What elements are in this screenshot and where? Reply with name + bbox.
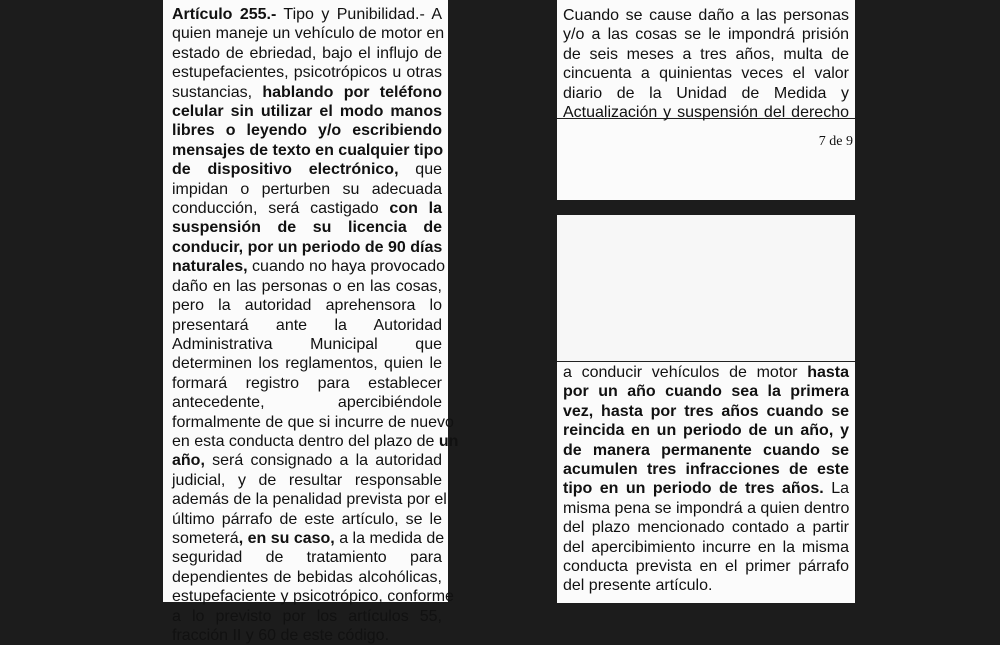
text-line	[172, 626, 442, 645]
text-line	[563, 460, 849, 479]
text-line	[563, 499, 849, 518]
text-segment: a lo previsto por los artículos 55,	[172, 607, 442, 625]
text-segment: quien maneje un vehículo de motor en	[172, 25, 445, 43]
bold-text-segment: celular sin utilizar el modo manos	[172, 103, 442, 121]
text-line	[172, 180, 442, 199]
text-line	[563, 6, 849, 25]
text-segment: será consignado a la autoridad	[204, 452, 442, 470]
footer-divider	[557, 118, 855, 119]
bold-text-segment: vez, hasta por tres años cuando se	[563, 402, 849, 420]
text-line	[172, 335, 442, 354]
text-line	[563, 363, 849, 382]
text-segment: del apercibimiento incurre en la misma	[563, 538, 849, 556]
text-line	[172, 413, 454, 432]
penalty-paragraph-start	[563, 6, 849, 122]
text-line	[172, 296, 442, 315]
text-line	[172, 529, 445, 548]
text-line	[563, 382, 849, 401]
text-line	[563, 25, 849, 44]
penalty-paragraph-continuation	[563, 363, 849, 596]
text-segment: a conducir vehículos de motor	[563, 364, 808, 381]
text-segment: formará registro para establecer	[172, 374, 442, 392]
text-segment: formalmente de que si incurre de nuevo	[172, 413, 454, 431]
text-segment: seguridad de tratamiento para	[172, 549, 442, 567]
header-divider	[557, 361, 855, 362]
text-segment: fracción II y 60 de este código.	[172, 627, 390, 644]
text-segment: y/o a las cosas se le impondrá prisión	[563, 26, 849, 44]
text-line	[172, 587, 454, 606]
text-segment: dependientes de bebidas alcohólicas,	[172, 568, 442, 586]
bold-text-segment: mensajes de texto en cualquier tipo	[172, 141, 444, 159]
text-segment: Cuando se cause daño a las personas	[563, 7, 849, 24]
text-segment: Actualización y suspensión del derecho	[563, 104, 849, 122]
text-line	[563, 441, 849, 460]
text-segment: conducta prevista en el primer párrafo	[563, 558, 849, 576]
text-line	[172, 393, 442, 412]
bold-text-segment: por un año cuando sea la primera	[563, 383, 849, 401]
text-segment: impidan o perturben su adecuada	[172, 180, 442, 198]
text-line	[172, 432, 459, 451]
bold-text-segment: de dispositivo electrónico,	[172, 161, 399, 179]
text-line	[172, 354, 442, 373]
text-segment: estupefacientes, psicotrópicos u otras	[172, 64, 442, 82]
text-segment: pero la autoridad aprehensora lo	[172, 297, 442, 315]
blank-page-area	[557, 215, 855, 361]
text-line	[563, 84, 849, 103]
text-segment: en esta conducta dentro del plazo de	[172, 432, 439, 450]
text-line	[172, 121, 442, 140]
text-segment: del presente artículo.	[563, 577, 713, 595]
text-segment: presentará ante la Autoridad	[172, 316, 442, 334]
bold-text-segment: de manera permanente cuando se	[563, 441, 849, 459]
text-segment: daño en las personas o en las cosas,	[172, 277, 442, 295]
text-line	[563, 64, 849, 83]
right-top-text-block	[557, 0, 855, 200]
bold-text-segment: acumulen tres infracciones de este	[563, 461, 849, 479]
left-text-column	[163, 0, 459, 644]
text-line	[172, 568, 442, 587]
text-segment: antecedente, apercibiéndole	[172, 394, 442, 412]
text-segment: cuando no haya provocado	[247, 258, 446, 276]
text-line	[172, 607, 442, 626]
bold-text-segment: reincida en un periodo de un año, y	[563, 422, 849, 440]
bold-text-segment: hasta	[807, 364, 849, 381]
right-bottom-text-block	[557, 215, 855, 603]
text-line	[172, 316, 442, 335]
text-line	[563, 538, 849, 557]
text-line	[172, 490, 447, 509]
text-segment: Tipo y Punibilidad.- A	[276, 6, 442, 23]
text-line	[563, 402, 849, 421]
text-segment: cincuenta a quinientas veces el valor	[563, 65, 849, 83]
text-line	[563, 45, 849, 64]
bold-text-segment: hablando por teléfono	[262, 83, 442, 101]
bold-text-segment: Artículo 255.-	[172, 6, 277, 23]
text-segment: a la medida de	[334, 529, 445, 547]
text-line	[563, 576, 849, 595]
text-segment: judicial, y de resultar responsable	[172, 471, 442, 489]
text-segment: estupefaciente y psicotrópico, conforme	[172, 588, 454, 606]
text-segment: del plazo mencionado contado a partir	[563, 519, 849, 537]
text-line	[563, 518, 849, 537]
text-segment: de seis meses a tres años, multa de	[563, 45, 849, 63]
bold-text-segment: conducir, por un periodo de 90 días	[172, 238, 443, 256]
bold-text-segment: un	[438, 432, 459, 450]
text-segment: determinen los reglamentos, quien le	[172, 355, 442, 373]
text-segment: Administrativa Municipal que	[172, 335, 442, 353]
bold-text-segment: naturales,	[172, 258, 248, 276]
text-segment: misma pena se impondrá a quien dentro	[563, 499, 850, 517]
bold-text-segment: libres o leyendo y/o escribiendo	[172, 122, 442, 140]
text-line	[172, 374, 442, 393]
text-segment: La	[823, 480, 850, 498]
text-line	[172, 471, 442, 490]
text-line	[563, 557, 849, 576]
bold-text-segment: suspensión de su licencia de	[172, 219, 442, 237]
bold-text-segment: con la	[389, 200, 443, 218]
article-255-text	[172, 5, 459, 645]
text-line	[172, 199, 442, 218]
text-segment: someterá	[172, 529, 239, 547]
text-segment: último párrafo de este artículo, se le	[172, 510, 442, 528]
text-line	[172, 548, 442, 567]
text-line	[563, 103, 849, 122]
text-line	[172, 63, 442, 82]
text-line	[172, 257, 446, 276]
text-line	[172, 102, 442, 121]
text-segment: conducción, será castigado	[172, 200, 390, 218]
text-segment: además de la penalidad prevista por el	[172, 491, 447, 509]
text-line	[172, 160, 442, 179]
text-line	[172, 238, 442, 257]
text-line	[172, 24, 445, 43]
text-line	[563, 479, 849, 498]
text-line	[172, 218, 442, 237]
bold-text-segment: , en su caso,	[238, 529, 335, 547]
text-line	[172, 44, 442, 63]
text-line	[563, 421, 849, 440]
text-segment: diario de la Unidad de Medida y	[563, 84, 849, 102]
text-segment: que	[398, 161, 442, 179]
text-line	[172, 451, 442, 470]
page-number: 7 de 9	[818, 134, 853, 149]
text-line	[172, 277, 442, 296]
bold-text-segment: año,	[172, 452, 205, 470]
text-line	[172, 5, 442, 24]
text-line	[172, 510, 442, 529]
text-line	[172, 141, 442, 160]
text-line	[172, 83, 442, 102]
text-segment: sustancias,	[172, 83, 263, 101]
text-segment: estado de ebriedad, bajo el influjo de	[172, 44, 442, 62]
bold-text-segment: tipo en un periodo de tres años.	[563, 480, 824, 498]
